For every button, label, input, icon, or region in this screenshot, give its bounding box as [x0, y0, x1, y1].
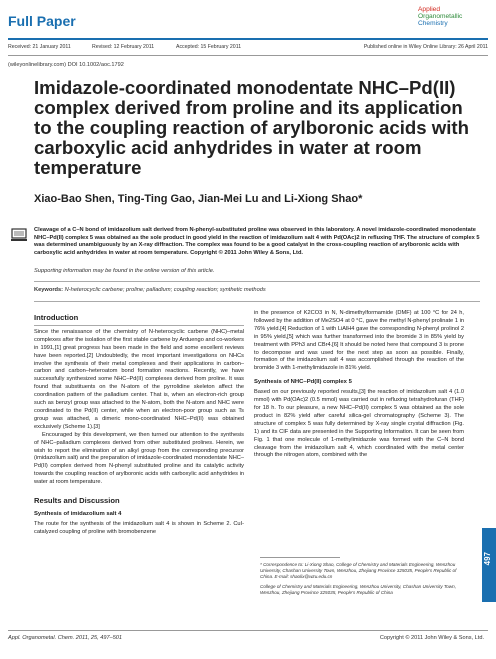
left-column [34, 310, 244, 537]
footer-copyright: Copyright © 2011 John Wiley & Sons, Ltd. [379, 635, 484, 641]
footnotes [260, 562, 464, 599]
affiliation-footnote: College of Chemistry and Materials Engineering, Wenzhou University, Chashan University Town, Wenzhou, Zhejiang Province 325035, People's Republic of China [260, 583, 457, 595]
intro-paragraph-2: Encouraged by this development, we then turned our attention to the synthesis of NHC–palladium complexes derived from other substituted prolines. Herein, we wish to report the elimination of an alkyl group from the corresponding precursor (imidazolium salt) and the preparation of imidazole-coordinated monodentate NHC–Pd(II) complex derived from N-phenyl substituted proline and its catalytic activity towards the coupling reaction of arylboronic acids with carboxylic acid anhydrides in water at room temperature. [34, 431, 244, 486]
correspondence-footnote: * Correspondence to: Li-Xiong Shao, College of Chemistry and Materials Engineering, Wenzhou University, Chashan University Town, Wenzhou, Zhejiang Province 325035, People's Republic of China. E-mail: shaolix@wzu.edu.cn [260, 562, 457, 580]
supporting-info-note: Supporting information may be found in the online version of this article. [34, 268, 215, 274]
logo-line-3: Chemistry [418, 20, 448, 28]
received-date: Received: 21 January 2011 [8, 44, 71, 50]
synthesis-4-paragraph: The route for the synthesis of the imidazolium salt 4 is shown in Scheme 2. CuI-catalyzed coupling of proline with bromobenzene [34, 520, 244, 535]
page-number: 497 [483, 552, 492, 566]
introduction-heading: Introduction [34, 313, 79, 322]
article-title: Imidazole-coordinated monodentate NHC–Pd(II) complex derived from proline and its application to the coupling reaction of arylboronic acids with carboxylic acid anhydrides in water at room temperature [34, 77, 469, 178]
synthesis-5-paragraph: Based on our previously reported results,[3] the reaction of imidazolium salt 4 (1.0 mmol) with Pd(OAc)2 (0.5 mmol) was carried out in refluxing tetrahydrofuran (THF) for 18 h. To our pleasure, a new NHC–Pd(II) complex 5 was obtained as the sole product in 82% yield after careful silica-gel chromatography (Scheme 3). The structure of complex 5 was fully determined by X-ray single crystal diffraction (Fig. 1) and its CIF data are presented in the Supporting Information. It can be seen from Fig. 1 that one molecule of 1-methylimidazole was formed with the C–N bond cleavage from the imidazolium salt 4, which coordinated with the metal center through the nitrogen atom, combined with the [254, 389, 464, 459]
published-date: Published online in Wiley Online Library: 26 April 2011 [363, 44, 488, 50]
keywords-text: N-heterocyclic carbene; proline; palladium; coupling reaction; synthetic methods [64, 287, 266, 293]
accepted-date: Accepted: 15 February 2011 [176, 44, 242, 50]
results-heading: Results and Discussion [34, 496, 120, 506]
footnote-rule [260, 557, 340, 558]
computer-icon [11, 228, 27, 242]
intro-paragraph-1: Since the renaissance of the chemistry of N-heterocyclic carbene (NHC)–metal complexes after the isolation of the first stable carbene by Arduengo and co-workers in 1991,[1] great progress has been made in the field and some excellent reviews have been reported.[2] Undoubtedly, the most important investigations on NHCs involve the synthesis of their metal complexes and their applications in carbon–carbon and carbon–heteroatom bond formation reactions. Recently, we have successfully synthesized some NHC–Pd(II) complexes derived from proline. It was found that substituents on the N-atom of the pyrrolidine skeleton affect the coordination pattern of the palladium center. That is, when an electron-rich group such as benzyl group was attached to the N-atom, both the N-atom and NHC were coordinated to the Pd(II) center, while when an electron-poor group such as Ts group was attached, a dimeric mono-coordinated NHC–Pd(II) was obtained exclusively (Scheme 1).[3] [34, 328, 244, 430]
right-column [254, 310, 464, 460]
journal-citation: Appl. Organometal. Chem. 2011, 25, 497–501 [8, 635, 123, 641]
article-type-label: Full Paper [8, 13, 76, 29]
footer-rule [8, 630, 488, 631]
doi-link[interactable]: (wileyonlinelibrary.com) DOI 10.1002/aoc.1792 [8, 62, 124, 68]
logo-line-1: Applied [418, 6, 440, 13]
dates-rule [8, 55, 488, 56]
keywords-bottom-rule [34, 301, 480, 302]
right-paragraph-1: in the presence of K2CO3 in N, N-dimethylformamide (DMF) at 100 °C for 24 h, followed by the addition of Me2SO4 at 0 °C, gave the methyl N-phenyl prolinate 1 in 76% yield.[4] Reduction of 1 with LiAlH4 gave the corresponding N-phenyl prolinol 2 in 95% yield,[5] which was further transformed into the bromide 3 in 85% yield by treatment with PPh3 and CBr4.[6] It should be noted here that compound 3 is prone to decompose and was used for the next step as soon as possible. Finally, formation of the imidazolium salt 4 was accomplished through the reaction of the bromide 3 with 1-methylimidazole in 81% yield. [254, 310, 464, 372]
synthesis-4-heading: Synthesis of imidazolium salt 4 [34, 510, 122, 517]
synthesis-5-heading: Synthesis of NHC–Pd(II) complex 5 [254, 379, 352, 386]
keywords-top-rule [34, 281, 480, 282]
journal-logo [418, 6, 484, 28]
revised-date: Revised: 12 February 2011 [92, 44, 155, 50]
header-rule [8, 38, 488, 40]
logo-line-2: Organometallic [418, 13, 463, 21]
publication-dates [8, 44, 488, 50]
abstract: Cleavage of a C–N bond of imidazolium salt derived from N-phenyl-substituted proline was observed in this laboratory. A novel imidazole-coordinated monodentate NHC–Pd(II) complex 5 was obtained as the sole product in good yield in the reaction of imidazolium salt 4 with Pd(OAc)2 in refluxing THF. The structure of complex 5 was determined unambiguously by an X-ray diffraction. The complex was found to be a good catalyst in the cross-coupling reaction of arylboronic acids with carboxylic acid anhydrides in water at room temperature. Copyright © 2011 John Wiley & Sons, Ltd. [34, 227, 480, 256]
keywords-label: Keywords: [34, 287, 64, 293]
section-rule [34, 325, 244, 326]
author-list: Xiao-Bao Shen, Ting-Ting Gao, Jian-Mei Lu and Li-Xiong Shao* [34, 193, 363, 205]
keywords [34, 287, 266, 293]
